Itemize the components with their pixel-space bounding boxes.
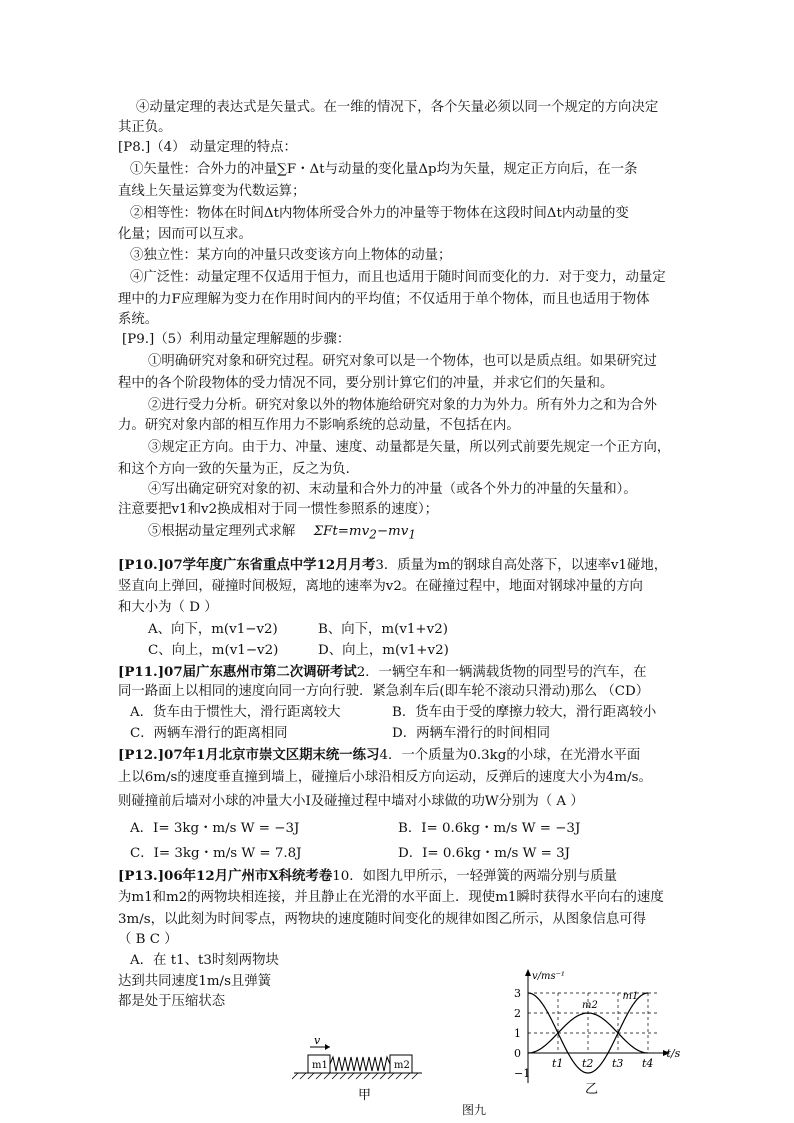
question-text: 2．一辆空车和一辆满载货物的同型号的汽车，在 (356, 665, 647, 680)
question-p10 (118, 555, 667, 576)
formula-part: ΣFt=mv (313, 524, 370, 539)
text-line: ②相等性：物体在时间Δt内物体所受合外力的冲量等于物体在这段时间Δt内动量的变 (130, 206, 629, 221)
text-line: 化量；因而可以互求。 (118, 227, 252, 242)
text-line: ④写出确定研究对象的初、末动量和合外力的冲量（或各个外力的冲量的矢量和）。 (148, 482, 637, 497)
question-p12 (118, 745, 640, 766)
option-a: A．货车由于惯性大，滑行距离较大 (130, 705, 341, 720)
chart-axes (514, 969, 681, 1097)
x-tick-label: t4 (642, 1057, 654, 1070)
question-tag: [P13.]06年12月广州市X科统考卷 (118, 868, 333, 884)
velocity-label: v (314, 1035, 321, 1047)
y-tick-label: 0 (514, 1047, 521, 1060)
figure-left-caption: 甲 (358, 1088, 372, 1103)
question-p13 (118, 866, 617, 887)
text-line: （ B C ） (118, 932, 178, 947)
x-tick-label: t1 (552, 1057, 564, 1070)
velocity-time-chart (492, 965, 692, 1100)
formula-expression (313, 524, 416, 542)
text-line: 力。研究对象内部的相互作用力不影响系统的总动量，不包括在内。 (118, 418, 520, 433)
spring (330, 1057, 390, 1071)
option-c: C．两辆车滑行的距离相同 (130, 726, 288, 741)
y-tick-label: 3 (514, 987, 521, 1000)
y-axis-label: v/ms⁻¹ (532, 971, 565, 982)
option-b: B．I= 0.6kg・m/s W = −3J (398, 821, 581, 836)
question-tag: [P12.]07年1月北京市崇文区期末统一练习 (118, 747, 380, 763)
question-tag: [P10.]07学年度广东省重点中学12月月考 (118, 557, 376, 573)
y-tick-label: 2 (514, 1007, 521, 1020)
y-axis-arrow (525, 969, 531, 976)
question-tag: [P11.]07届广东惠州市第二次调研考试 (118, 664, 357, 680)
formula-part: −mv (376, 524, 409, 539)
section-p9: [P9.]（5）利用动量定理解题的步骤： (122, 332, 351, 347)
text-line: 和这个方向一致的矢量为正，反之为负． (118, 462, 360, 477)
ground-hatch (292, 1073, 418, 1079)
option-a: A、向下，m(v1−v2) (148, 622, 278, 637)
text-line: ③独立性：某方向的冲量只改变该方向上物体的动量； (130, 248, 452, 263)
text-line: 为m1和m2的两物块相连接，并且静止在光滑的水平面上．现使m1瞬时获得水平向右的速度 (118, 890, 664, 905)
x-tick-label: t2 (582, 1057, 594, 1070)
option-d: D、向上，m(v1+v2) (318, 643, 449, 658)
option-a: A．I= 3kg・m/s W = −3J (130, 821, 300, 836)
text-line: 程中的各个阶段物体的受力情况不同，要分别计算它们的冲量，并求它们的矢量和。 (118, 376, 614, 391)
option-a-line3: 都是处于压缩状态 (118, 994, 226, 1009)
text-line: ③规定正方向。由于力、冲量、速度、动量都是矢量，所以列式前要先规定一个正方向， (148, 440, 671, 455)
figure-title: 图九 (462, 1103, 487, 1117)
text-line: 系统。 (118, 312, 159, 327)
question-p11 (118, 662, 646, 683)
text-line: ①矢量性：合外力的冲量∑F・Δt与动量的变化量Δp均为矢量，规定正方向后，在一条 (130, 162, 638, 177)
text-line: 注意要把v1和v2换成相对于同一惯性参照系的速度）； (118, 502, 439, 517)
block-m1-label: m1 (312, 1060, 328, 1071)
option-d: D．两辆车滑行的时间相同 (392, 726, 551, 741)
text-line: ④动量定理的表达式是矢量式。在一维的情况下，各个矢量必须以同一个规定的方向决定 (136, 100, 659, 115)
formula-subscript: 2 (369, 527, 377, 542)
option-b: B、向下，m(v1+v2) (318, 622, 448, 637)
text-line: ④广泛性：动量定理不仅适用于恒力，而且也适用于随时间而变化的力．对于变力，动量定 (130, 270, 666, 285)
x-axis-label: t/s (666, 1047, 681, 1060)
text-line: 竖直向上弹回，碰撞时间极短，离地的速率为v2。在碰撞过程中，地面对钢球冲量的方向 (118, 579, 643, 594)
series-label-m2: m2 (582, 1000, 598, 1011)
option-b: B．货车由于受的摩擦力较大，滑行距离较小 (392, 705, 657, 720)
option-c: C、向上，m(v1−v2) (148, 643, 279, 658)
question-text: 4．一个质量为0.3kg的小球，在光滑水平面 (379, 748, 641, 763)
block-m2-label: m2 (394, 1060, 410, 1071)
formula-label: ⑤根据动量定理列式求解 (148, 524, 296, 539)
text-line: 3m/s，以此刻为时间零点，两物块的速度随时间变化的规律如图乙所示，从图象信息可得 (118, 912, 647, 927)
figure-right-caption: 乙 (585, 1082, 599, 1097)
text-line: 直线上矢量运算变为代数运算； (118, 184, 306, 199)
velocity-arrowhead (325, 1044, 330, 1050)
spring-block-diagram (292, 1035, 452, 1105)
text-line: 则碰撞前后墙对小球的冲量大小I及碰撞过程中墙对小球做的功W分别为（ A ） (118, 794, 584, 809)
question-text: 3．质量为m的钢球自高处落下，以速率v1碰地， (375, 558, 668, 573)
section-p8: [P8.]（4） 动量定理的特点： (118, 140, 297, 155)
text-line: 同一路面上以相同的速度向同一方向行驶．紧急刹车后(即车轮不滚动只滑动)那么 （CD） (118, 684, 650, 699)
text-line: 上以6m/s的速度垂直撞到墙上，碰撞后小球沿相反方向运动，反弹后的速度大小为4m/s。 (118, 770, 652, 785)
option-a-line2: 达到共同速度1m/s且弹簧 (118, 974, 272, 989)
x-tick-label: t3 (612, 1057, 624, 1070)
option-d: D．I= 0.6kg・m/s W = 3J (398, 846, 570, 861)
series-label-m1: m1 (622, 991, 639, 1002)
text-line: 其正负。 (118, 120, 172, 135)
y-tick-label: 1 (514, 1027, 521, 1040)
text-line: ①明确研究对象和研究过程。研究对象可以是一个物体，也可以是质点组。如果研究过 (148, 354, 657, 369)
text-line: 理中的力F应理解为变力在作用时间内的平均值；不仅适用于单个物体，而且也适用于物体 (118, 292, 650, 307)
text-line: 和大小为（ D ） (118, 600, 218, 615)
question-text: 10．如图九甲所示，一轻弹簧的两端分别与质量 (332, 869, 618, 884)
option-c: C．I= 3kg・m/s W = 7.8J (130, 846, 302, 861)
text-line: ②进行受力分析。研究对象以外的物体施给研究对象的力为外力。所有外力之和为合外 (148, 398, 657, 413)
formula-subscript: 1 (408, 527, 416, 542)
y-tick-label: −1 (514, 1067, 531, 1080)
formula-line (148, 522, 416, 545)
option-a-line1: A．在 t1、t3时刻两物块 (130, 953, 279, 968)
